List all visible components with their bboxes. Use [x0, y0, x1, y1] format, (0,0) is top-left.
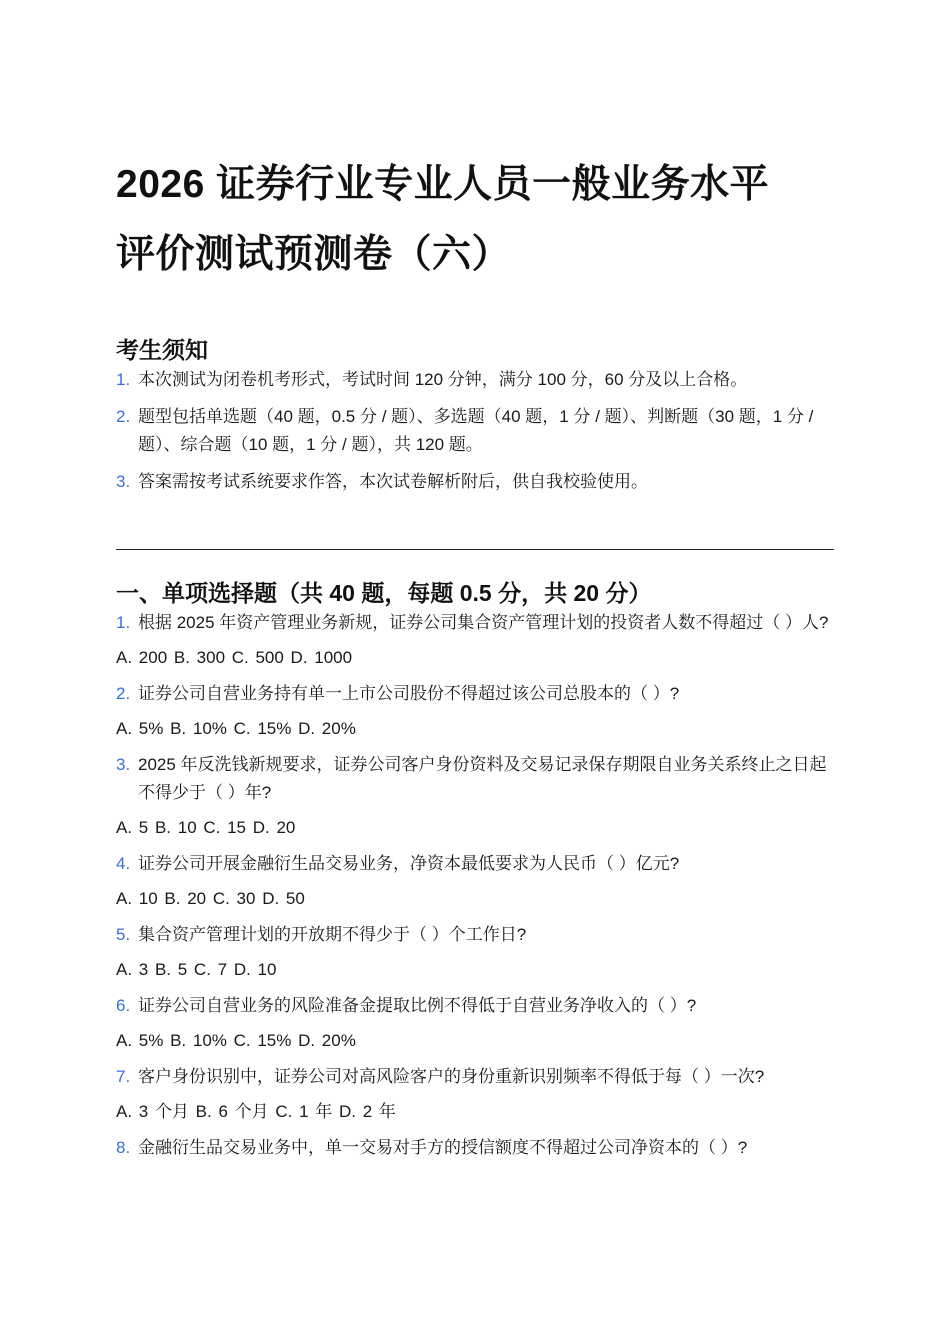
question-number: 8.: [116, 1138, 131, 1157]
notice-heading: 考生须知: [116, 337, 208, 363]
question-number: 5.: [116, 925, 131, 944]
question-number: 1.: [116, 613, 131, 632]
document-title: [116, 0, 834, 290]
question-text: 集合资产管理计划的开放期不得少于（ ）个工作日?: [138, 925, 527, 944]
question-options: A. 3 个月 B. 6 个月 C. 1 年 D. 2 年: [116, 1102, 396, 1121]
notice-item-text: 本次测试为闭卷机考形式，考试时间 120 分钟，满分 100 分，60 分及以上合格。: [138, 370, 748, 389]
notice-list: [116, 366, 834, 496]
question-options: A. 3 B. 5 C. 7 D. 10: [116, 960, 277, 979]
document-title-line-1: 2026 证券行业专业人员一般业务水平: [116, 163, 770, 206]
question-options: A. 5 B. 10 C. 15 D. 20: [116, 818, 296, 837]
question-item: [116, 609, 834, 672]
question-item: [116, 921, 834, 984]
question-number: 7.: [116, 1067, 131, 1086]
section-divider: [116, 549, 834, 550]
notice-item-text: 题型包括单选题（40 题，0.5 分 / 题）、多选题（40 题，1 分 / 题）、判断题（30 题，1 分 / 题）、综合题（10 题，1 分 / 题），共 120 题。: [138, 407, 814, 454]
question-number: 6.: [116, 996, 131, 1015]
question-item: [116, 680, 834, 743]
question-number: 3.: [116, 755, 131, 774]
question-item: [116, 850, 834, 913]
notice-item-number: 2.: [116, 407, 131, 426]
question-list: [116, 609, 834, 1162]
question-item: [116, 1063, 834, 1126]
notice-item: [116, 366, 834, 394]
document-title-line-2: 评价测试预测卷（六）: [116, 233, 512, 276]
question-number: 4.: [116, 854, 131, 873]
question-text: 客户身份识别中，证券公司对高风险客户的身份重新识别频率不得低于每（ ）一次?: [138, 1067, 765, 1086]
question-text: 根据 2025 年资产管理业务新规，证券公司集合资产管理计划的投资者人数不得超过（ ）人?: [138, 613, 829, 632]
notice-item-text: 答案需按考试系统要求作答，本次试卷解析附后，供自我校验使用。: [138, 472, 648, 491]
question-options: A. 5% B. 10% C. 15% D. 20%: [116, 719, 356, 738]
question-text: 证券公司自营业务持有单一上市公司股份不得超过该公司总股本的（ ）?: [138, 684, 680, 703]
question-item: [116, 1134, 834, 1162]
notice-item: [116, 468, 834, 496]
question-text: 证券公司开展金融衍生品交易业务，净资本最低要求为人民币（ ）亿元?: [138, 854, 680, 873]
question-text: 金融衍生品交易业务中，单一交易对手方的授信额度不得超过公司净资本的（ ）?: [138, 1138, 748, 1157]
section-heading: 一、单项选择题（共 40 题，每题 0.5 分，共 20 分）: [116, 580, 652, 606]
notice-item-number: 1.: [116, 370, 131, 389]
question-options: A. 200 B. 300 C. 500 D. 1000: [116, 648, 353, 667]
notice-item-number: 3.: [116, 472, 131, 491]
question-text: 2025 年反洗钱新规要求，证券公司客户身份资料及交易记录保存期限自业务关系终止之日起不得少于（ ）年?: [138, 755, 827, 802]
question-item: [116, 751, 834, 842]
question-options: A. 10 B. 20 C. 30 D. 50: [116, 889, 305, 908]
notice-item: [116, 403, 834, 459]
question-options: A. 5% B. 10% C. 15% D. 20%: [116, 1031, 356, 1050]
question-number: 2.: [116, 684, 131, 703]
question-item: [116, 992, 834, 1055]
question-text: 证券公司自营业务的风险准备金提取比例不得低于自营业务净收入的（ ）?: [138, 996, 697, 1015]
